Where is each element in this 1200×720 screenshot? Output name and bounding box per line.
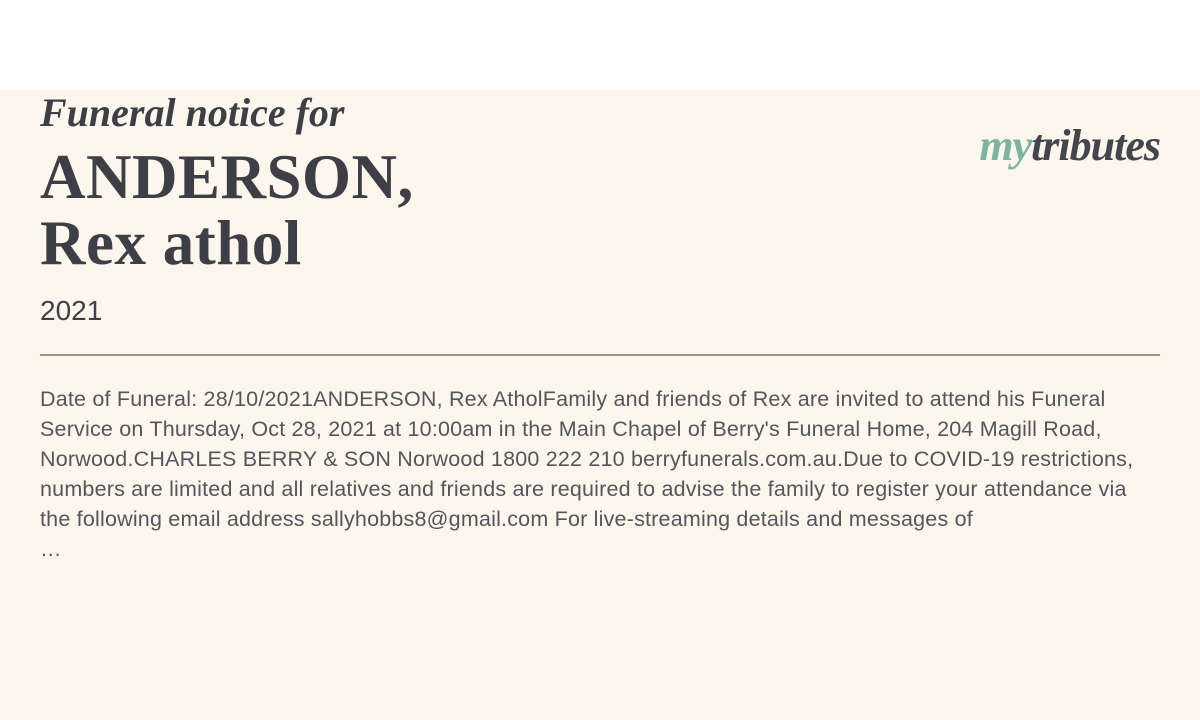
funeral-notice-card <box>0 90 1200 720</box>
notice-kicker: Funeral notice for <box>40 90 345 135</box>
divider-line <box>40 354 1160 356</box>
notice-year: 2021 <box>40 295 103 326</box>
logo-suffix: tributes <box>1031 121 1160 170</box>
mytributes-logo <box>979 121 1160 170</box>
truncation-ellipsis: … <box>40 537 62 561</box>
logo-prefix: my <box>979 121 1032 170</box>
deceased-given-names: Rex athol <box>40 208 302 278</box>
notice-body: Date of Funeral: 28/10/2021ANDERSON, Rex AtholFamily and friends of Rex are invited to attend his Funeral Service on Thursday, Oct 28, 2021 at 10:00am in the Main Chapel of Berry's Funeral Home, 204 Magill Road, Norwood.CHARLES BERRY & SON Norwood 1800 222 210 berryfunerals.com.au.Due to COVID-19 restrictions, numbers are limited and all relatives and friends are required to advise the family to register your attendance via the following email address sallyhobbs8@gmail.com For live-streaming details and messages of <box>40 387 1134 531</box>
deceased-surname: ANDERSON, <box>40 142 414 212</box>
